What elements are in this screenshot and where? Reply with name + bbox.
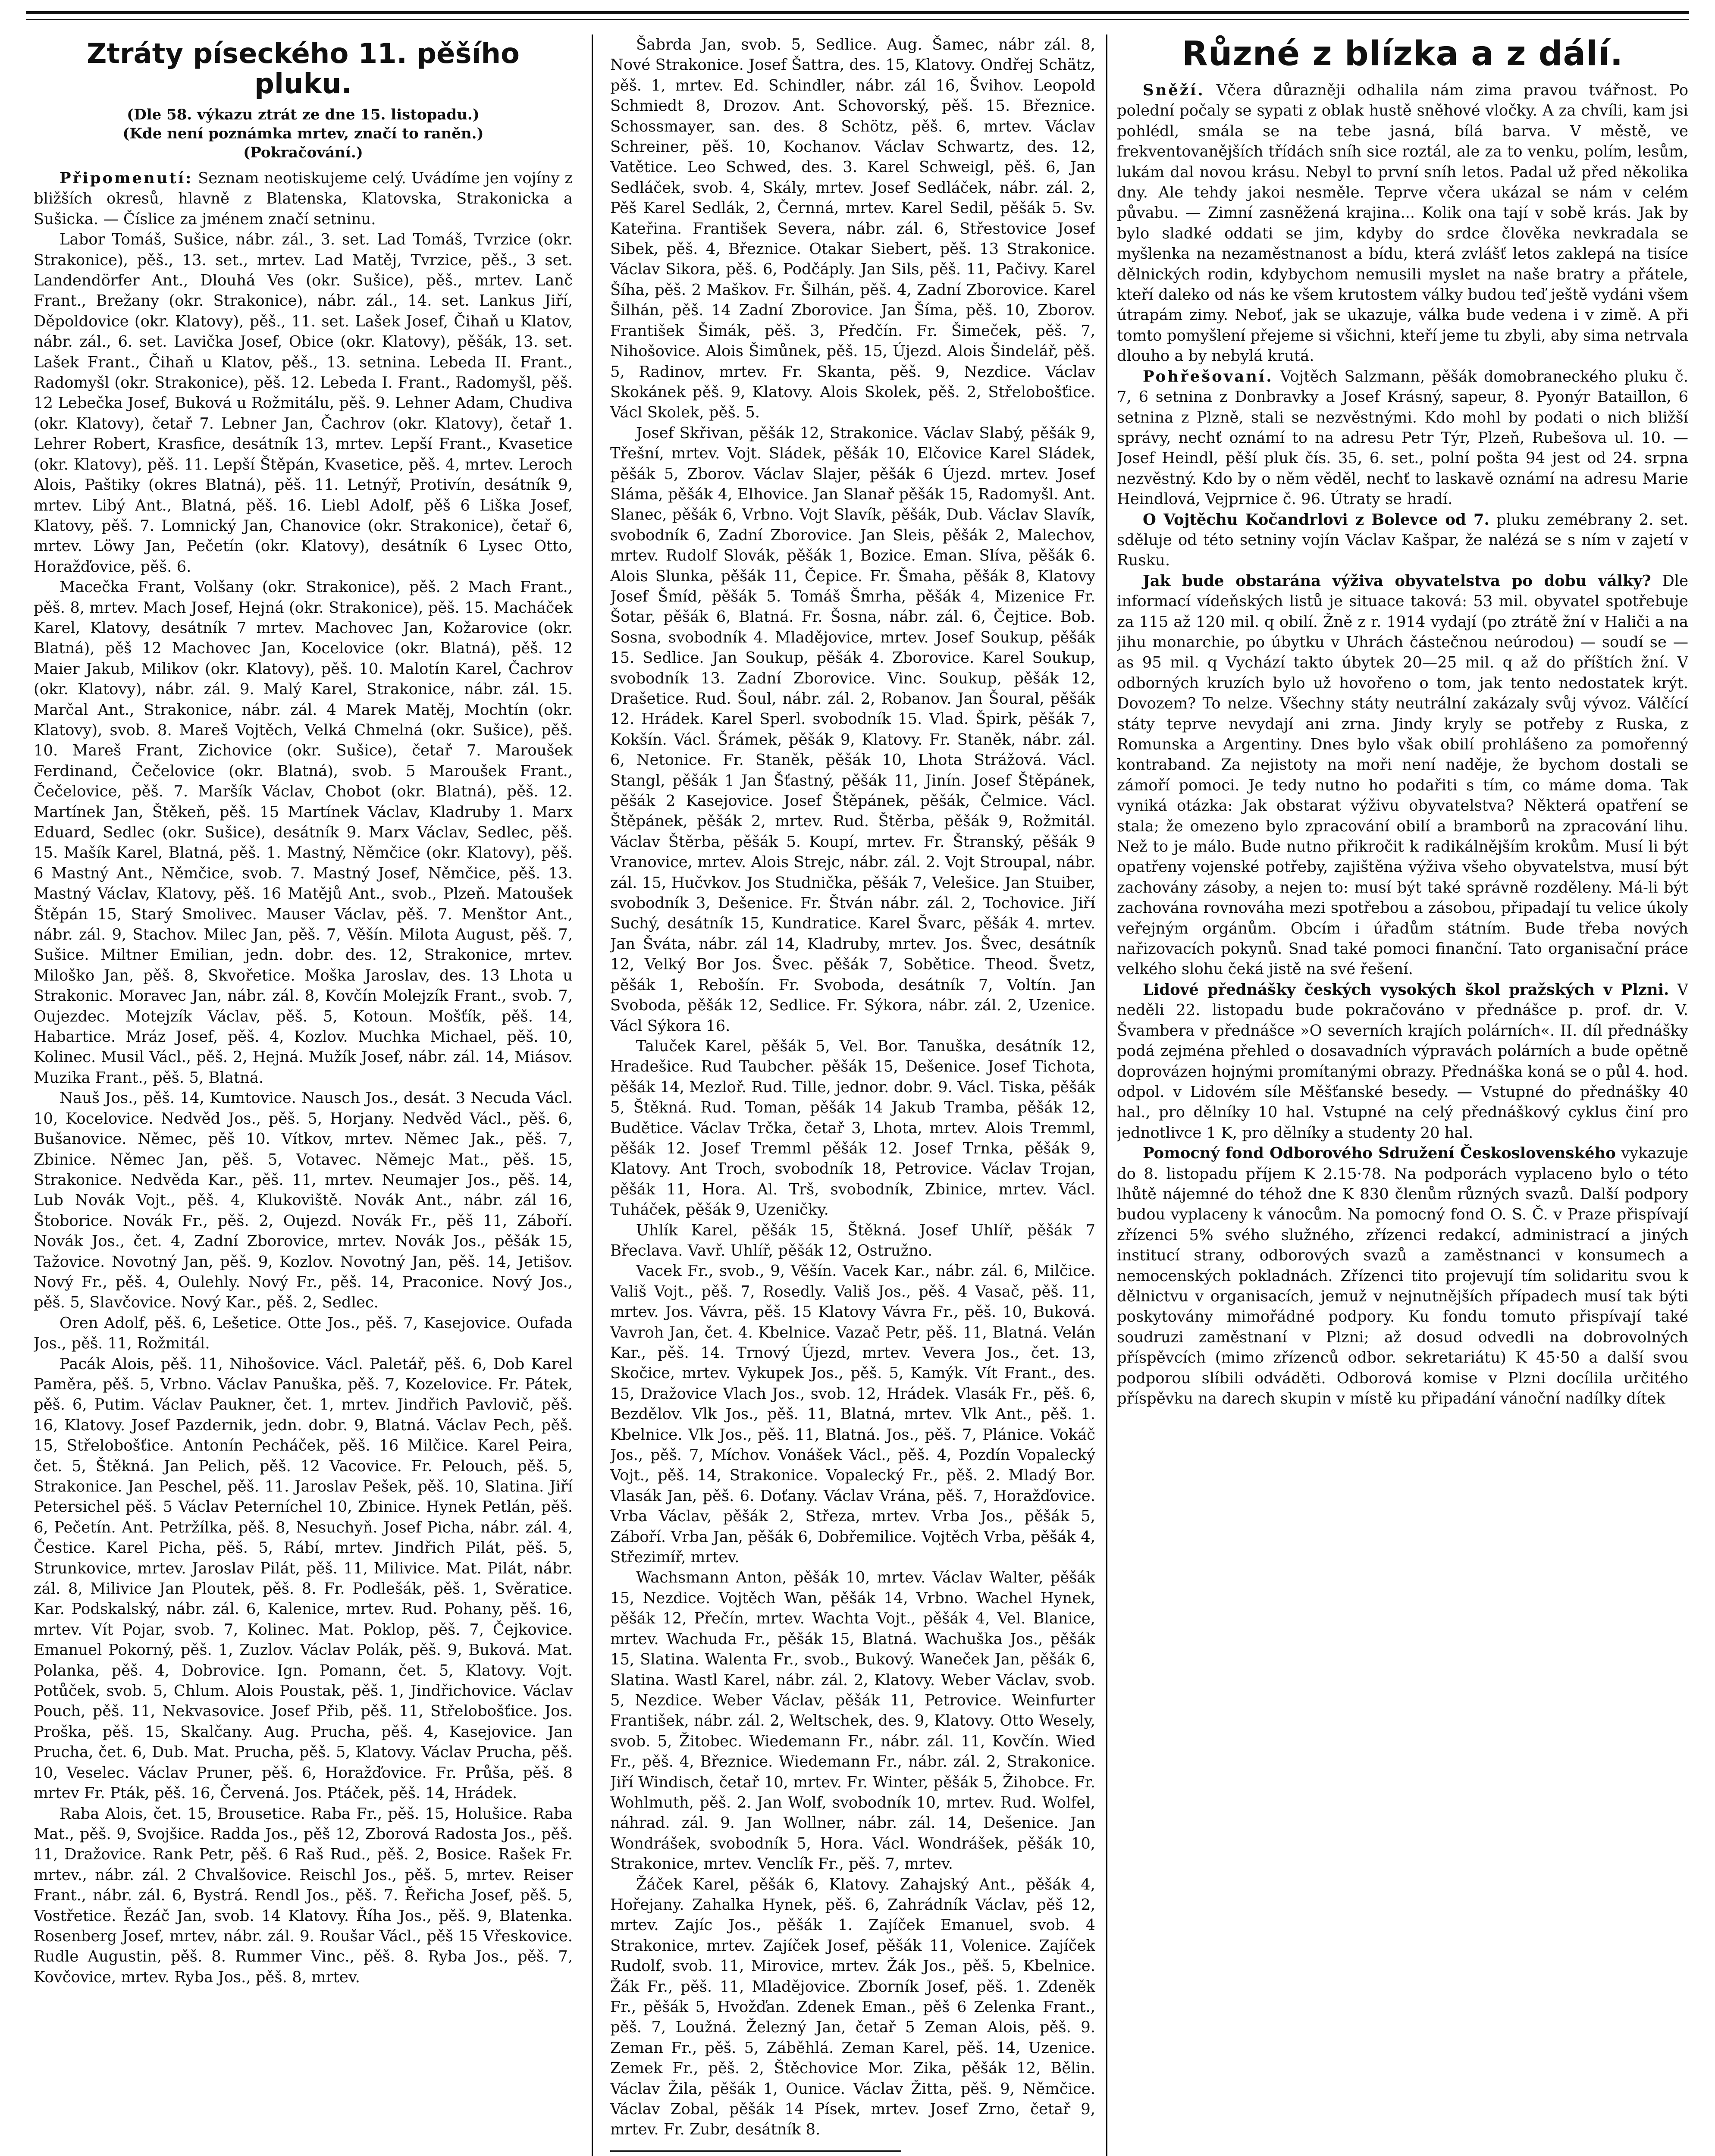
casualties-heading: Ztráty píseckého 11. pěšího pluku. xyxy=(86,38,520,100)
news-heading: Různé z blízka a z dálí. xyxy=(1182,34,1624,73)
casualty-list-t: Taluček Karel, pěšák 5, Vel. Bor. Tanuška, desátník 12, Hradešice. Rud Taubcher. pěšák 15, Dešenice. Josef Tichota, pěšák 14, Mezloř. Rud. Tille, jednor. dobr. 9. Václ. Tiska, pěšák 5, Štěkná. Rud. Toman, pěšák 14 Jakub Tramba, pěšák 12, Budětice. Václav Trčka, četař 3, Lhota, mrtev. Alois Tremml, pěšák 12. Josef Tremml pěšák 12. Josef Trnka, pěšák 9, Klatovy. Ant Troch, svobodník 18, Petrovice. Václav Trojan, pěšák 11, Hora. Al. Trš, svobodník, Zbinice, mrtev. Václ. Tuháček, pěšák 9, Uzeničky. xyxy=(610,1037,1095,1219)
news-missing-title: Pohřešovaní. xyxy=(1143,367,1273,385)
casualty-list-v: Vacek Fr., svob., 9, Věšín. Vacek Kar., nábr. zál. 6, Milčice. Vališ Vojt., pěš. 7, Rosedly. Vališ Jos., pěš. 4 Vasač, pěš. 11, mrtev. Jos. Vávra, pěš. 15 Klatovy Vávra Fr., pěš. 10, Buková. Vavroh Jan, čet. 4. Kbelnice. Vazač Petr, pěš. 11, Blatná. Velán Kar., pěš. 14. Trnový Újezd, mrtev. Vevera Jos., čet. 13, Skočice, mrtev. Vykupek Jos., pěš. 5, Kamýk. Vít Frant., des. 15, Dražovice Vlach Jos., svob. 12, Hrádek. Vlasák Fr., pěš. 6, Bezdělov. Vlk Jos., pěš. 11, Blatná, mrtev. Vlk Ant., pěš. 1. Kbelnice. Vlk Jos., pěš. 11, Blatná. Jos., pěš. 7, Plánice. Vokáč Jos., pěš. 7, Míchov. Vonášek Václ., pěš. 4, Pozdín Vopalecký Vojt., pěš. 14, Strakonice. Vopalecký Fr., pěš. 2. Mladý Bor. Vlasák Jan, pěš. 6. Doťany. Václav Vrána, pěš. 7, Horažďovice. Vrba Václav, pěšák 2, Střeza, mrtev. Vrba Jos., pěšák 5, Záboří. Vrba Jan, pěšák 6, Dobřemilice. Vojtěch Vrba, pěšák 4, Střezimíř, mrtev. xyxy=(610,1262,1095,1567)
column-casualties-2 xyxy=(610,34,1095,2156)
casualty-list-u: Uhlík Karel, pěšák 15, Štěkná. Josef Uhlíř, pěšák 7 Břeclava. Vavř. Uhlíř, pěšák 12, Ostružno. xyxy=(610,1221,1095,1260)
news-nutrition-text: Dle informací vídeňských listů je situace taková: 53 mil. obyvatel spotřebuje za 115 až 120 mil. q obilí. Žně z r. 1914 vydají (po ztrátě žní v Haliči a na jihu monarchie, po úbytku v Uhrách částečnou neúrodou) — soudí se — as 95 mil. q Vychází takto úbytek 20—25 mil. q až do příštích žní. V odborných kruzích bylo už hovořeno o tom, jak tento nedostatek krýt. Dovozem? To nelze. Všechny státy neutrální zakázaly svůj vývoz. Válčící státy teprve nevydají ani zrna. Jindy kryly se potřeby z Ruska, z Romunska a Argentiny. Dnes bylo však obilí prohlášeno za pomořenný kontraband. Za nejistoty na moři není naděje, že bychom dostali se zámoří pomoci. Je tedy nutno ho podařiti s tím, co máme doma. Tak vyniká otázka: Jak obstarat výživu obyvatelstva? Některá opatření se stala; že omezeno bylo zpracování obilí a bramborů na zpracování lihu. Než to je málo. Bude nutno přikročit k radikálnějším krokům. Musí li být opatřeny vojenské potřeby, zajištěna výživa všeho obyvatelstva, musí být zachovány zásoby, a nejen to: musí být také správně rozděleny. Má-li být zachována rovnováha mezi spotřebou a zásobou, připadají tu velice úkoly veřejným orgánům. Obcím i úřadům státním. Bude třeba nových nařizovacích pokynů. Snad také pomoci finanční. Tato organisační práce velkého slohu čeká jistě na své řešení. xyxy=(1117,572,1688,978)
casualties-note-legend: (Kde není poznámka mrtev, značí to raněn.) xyxy=(122,125,484,142)
casualty-list-p: Pacák Alois, pěš. 11, Nihošovice. Václ. Paletář, pěš. 6, Dob Karel Paměra, pěš. 5, Vrbno. Václav Panuška, pěš. 7, Kozelovice. Fr. Pátek, pěš. 6, Putim. Václav Paukner, čet. 1, mrtev. Jindřich Pavlovič, pěš. 16, Klatovy. Josef Pazdernik, jedn. dobr. 9, Blatná. Václav Pech, pěš. 15, Střelobošťice. Antonín Pecháček, pěš. 16 Milčice. Karel Peira, čet. 5, Štěkná. Jan Pelich, pěš. 12 Vacovice. Fr. Pelouch, pěš. 5, Strakonice. Jan Peschel, pěš. 11. Jaroslav Pešek, pěš. 10, Slatina. Jiří Petersichel pěš. 5 Václav Peterníchel 10, Zbinice. Hynek Petlán, pěš. 6, Pečetín. Ant. Petržílka, pěš. 8, Nesuchyň. Josef Picha, nábr. zál. 4, Čestice. Karel Picha, pěš. 5, Rábí, mrtev. Jindřich Pilát, pěš. 5, Strunkovice, mrtev. Jaroslav Pilát, pěš. 11, Milivice. Mat. Pilát, nábr. zál. 8, Milivice Jan Ploutek, pěš. 8. Fr. Podlešák, pěš. 1, Svěratice. Kar. Podskalský, nábr. zál. 6, Kalenice, mrtev. Rud. Pohany, pěš. 16, mrtev. Vít Pojar, svob. 7, Kolinec. Mat. Poklop, pěš. 7, Čejkovice. Emanuel Pokorný, pěš. 1, Zuzlov. Václav Polák, pěš. 9, Buková. Mat. Polanka, pěš. 4, Dobrovice. Ign. Pomann, čet. 5, Klatovy. Vojt. Potůček, svob. 5, Chlum. Alois Poustak, pěš. 1, Jindřichovice. Václav Pouch, pěš. 11, Nekvasovice. Josef Přib, pěš. 11, Střelobošťice. Jos. Proška, pěš. 15, Skalčany. Aug. Prucha, pěš. 4, Kasejovice. Jan Prucha, čet. 6, Dub. Mat. Prucha, pěš. 5, Klatovy. Václav Prucha, pěš. 10, Veselec. Václav Pruner, pěš. 6, Horažďovice. Fr. Průša, pěš. 8 mrtev Fr. Pták, pěš. 16, Červená. Jos. Ptáček, pěš. 14, Hrádek. xyxy=(34,1355,573,1802)
reminder-paragraph xyxy=(34,168,573,229)
casualty-list-o: Oren Adolf, pěš. 6, Lešetice. Otte Jos., pěš. 7, Kasejovice. Oufada Jos., pěš. 11, Rožmitál. xyxy=(34,1314,573,1353)
news-lectures xyxy=(1117,980,1688,1143)
news-nutrition xyxy=(1117,571,1688,980)
news-fund-text: vykazuje do 8. listopadu příjem K 2.15·78. Na podporách vyplaceno bylo o této lhůtě nájemné do téhož dne K 830 členům různých svazů. Další podpory budou vyplaceny k vánocům. Na pomocný fond O. S. Č. v Praze přispívají zřízenci 5% svého služného, zřízenci redakcí, administrací a jiných institucí strany, odborových svazů a zaměstnanci v konsumech a nemocenských pokladnách. Zřízenci tito projevují tím solidaritu svou k dělnictvu v organisacích, jemuž v nejnutnějších případech musí tak býti poskytovány mimořádné podpory. Ku fondu tomuto přispívají také soudruzi zaměstnaní v Plzni; až dosud odvedli na dobrovolných příspěvcích (mimo zřízenců odbor. sekretariátu) K 45·50 a další svou podporou slíbili odváděti. Odborová komise v Plzni docílila určitého příspěvku na darech skupin v místě ku připadání vánoční nadílky dítek xyxy=(1117,1144,1688,1407)
casualties-note-continued: (Pokračování.) xyxy=(243,144,363,161)
news-snow-text: Včera důrazněji odhalila nám zima pravou tvářnost. Po polední počaly se sypati z oblak hustě sněhové vločky. A za chvíli, kam jsi pohlédl, smála se na tebe jasná, bílá barva. V městě, ve frekventovanějších třídách sníh sice roztál, ale za to venku, polím, lesům, lukám dal novou krásu. Nebyl to první sníh letos. Padal už před několika dny. Ale tehdy jakoi nesměle. Teprve včera ukázal se nám v celém půvabu. — Zimní zasněžená krajina... Kolik ona tají v sobě krás. Jak by bylo sladké oddati se jim, kdyby do srdce člověka nevkradala se myšlenka na nezaměstnanost a bídu, která zvlášť letos zaklepá na tisíce dělnických rodin, kdybychom nemusili myslet na naše bratry a přátele, kteří daleko od nás ke všem krutostem války budou teď ještě vydáni všem útrapám zimy. Neboť, jak se ukazuje, válka bude vedena i v zimě. A při tomto pomyšlení přejeme si všichni, kteří jeme tu zbyli, aby sima netrvala dlouho a by nebylá krutá. xyxy=(1117,81,1688,365)
news-missing xyxy=(1117,367,1688,510)
top-rule xyxy=(26,11,1689,14)
news-nutrition-title: Jak bude obstarána výživa obyvatelstva po dobu války? xyxy=(1143,572,1651,590)
top-rule-thin xyxy=(26,19,1689,20)
news-lectures-text: V neděli 22. listopadu bude pokračováno v přednášce p. prof. dr. V. Švambera v přednášce »O severních krajích polárních«. II. díl přednášky podá zejména přehled o dosavadních výpravách polárních a bude opětně doprovázen hojnými promítanými obrazy. Přednáška koná se o půl 4. hod. odpol. v Lidovém síle Měšťanské besedy. — Vstupné do přednášky 40 hal., pro dělníky 10 hal. Vstupné na celý přednáškový cyklus činí pro jednotlivce 1 K, pro dělníky a studenty 20 hal. xyxy=(1117,981,1688,1142)
news-lectures-title: Lidové přednášky českých vysokých škol pražských v Plzni. xyxy=(1143,981,1669,999)
news-vojtech xyxy=(1117,510,1688,571)
news-vojtech-text: pluku zemébrany 2. set. sděluje od této setniny vojín Václav Kašpar, že nalézá se s ním v zajetí v Rusku. xyxy=(1117,511,1688,570)
news-fund xyxy=(1117,1143,1688,1409)
casualty-list-z: Žáček Karel, pěšák 6, Klatovy. Zahajský Ant., pěšák 4, Hořejany. Zahalka Hynek, pěš. 6, Zahrádník Václav, pěš 12, mrtev. Zajíc Jos., pěšák 1. Zajíček Emanuel, svob. 4 Strakonice, mrtev. Zajíček Josef, pěšák 11, Volenice. Zajíček Rudolf, svob. 11, Mirovice, mrtev. Žák Jos., pěš. 5, Kbelnice. Žák Fr., pěš. 11, Mladějovice. Zborník Josef, pěš. 1. Zdeněk Fr., pěšák 5, Hvožďan. Zdenek Eman., pěš 6 Zelenka Frant., pěš. 7, Loužná. Železný Jan, četař 5 Zeman Alois, pěš. 9. Zeman Fr., pěš. 5, Záběhlá. Zeman Karel, pěš. 14, Uzenice. Zemek Fr., pěš. 2, Štěchovice Mor. Zika, pěšák 12, Bělin. Václav Žila, pěšák 1, Ounice. Václav Žitta, pěš. 9, Němčice. Václav Zobal, pěšák 14 Písek, mrtev. Josef Zrno, četař 9, mrtev. Fr. Zubr, desátník 8. xyxy=(610,1875,1095,2139)
news-vojtech-title: O Vojtěchu Kočandrlovi z Bolevce od 7. xyxy=(1143,511,1489,529)
news-missing-text: Vojtěch Salzmann, pěšák domobraneckého pluku č. 7, 6 setnina z Donbravky a Josef Krásný, sapeur, 8. Pyonýr Bataillon, 6 setnina z Plzně, stali se nezvěstnými. Kdo mohl by podati o nich bližší správy, nechť oznámí to na adresu Petr Týr, Plzeň, Rubešova ul. 10. — Josef Heindl, pěší pluk čís. 35, 6. set., polní pošta 94 jest od 24. srpna nezvěstný. Kdo by o něm věděl, nechť to laskavě oznámí na adresu Marie Heindlová, Vejprnice č. 96. Útraty se hradí. xyxy=(1117,367,1688,508)
casualties-note-source: (Dle 58. výkazu ztrát ze dne 15. listopadu.) xyxy=(127,106,480,123)
section-divider xyxy=(610,2150,901,2152)
casualty-list-s2: Josef Skřivan, pěšák 12, Strakonice. Václav Slabý, pěšák 9, Třešní, mrtev. Vojt. Sládek, pěšák 10, Elčovice Karel Sládek, pěšák 5, Zborov. Václav Slajer, pěšák 6 Újezd. mrtev. Josef Slámа, pěšák 4, Elhovice. Jan Slanař pěšák 15, Radomyšl. Ant. Slanec, pěšák 6, Vrbno. Vojt Slavík, pěšák, Dub. Václav Slavík, svobodník 6, Zadní Zborovice. Jan Sleis, pěšák 2, Malechov, mrtev. Rudolf Slovák, pěšák 1, Bozice. Eman. Slíva, pěšák 6. Alois Slunka, pěšák 11, Čepice. Fr. Šmaha, pěšák 8, Klatovy Josef Šmíd, pěšák 5. Tomáš Šmrha, pěšák 4, Mizenice Fr. Šotar, pěšák 6, Blatná. Fr. Šosna, nábr. zál. 6, Čejtice. Bob. Sosna, svobodník 4. Mladějovice, mrtev. Josef Soukup, pěšák 15. Sedlice. Jan Soukup, pěšák 4. Zborovice. Karel Soukup, svobodník 13. Zadní Zborovice. Vinc. Soukup, pěšák 12, Drašetice. Rud. Šoul, nábr. zál. 2, Robanov. Jan Šoural, pěšák 12. Hrádek. Karel Sperl. svobodník 15. Vlad. Špirk, pěšák 7, Kokšín. Václ. Šrámek, pěšák 9, Klatovy. Fr. Staněk, nábr. zál. 6, Netonice. Fr. Staněk, pěšák 10, Lhota Strážová. Václ. Stangl, pěšák 1 Jan Šťastný, pěšák 11, Jinín. Josef Štěpánek, pěšák 2 Kasejovice. Josef Štěpánek, pěšák, Čelmice. Václ. Štěpánek, pěšák 2, mrtev. Rud. Štěrba, pěšák 9, Rožmitál. Václav Štěrba, pěšák 5. Koupí, mrtev. Fr. Štranský, pěšák 9 Vranovice, mrtev. Alois Strejc, nábr. zál. 2. Vojt Stroupal, nábr. zál. 15, Hučvkov. Jos Studnička, pěšák 7, Velešice. Jan Stuiber, svobodník 3, Dešenice. Fr. Štván nábr. zál. 2, Tochovice. Jiří Suchý, desátník 15, Kundratice. Karel Švarc, pěšák 4. mrtev. Jan Šváta, nábr. zál 14, Kladruby, mrtev. Jos. Švec, desátník 12, Velký Bor Jos. Švec. pěšák 7, Sobětice. Theod. Švetz, pěšák 1, Rebošín. Fr. Svoboda, desátník 7, Voltín. Jan Svoboda, pěšák 12, Sedlice. Fr. Sýkora, nábr. zál. 2, Uzenice. Václ Sýkora 16. xyxy=(610,424,1095,1035)
casualty-list-n: Nauš Jos., pěš. 14, Kumtovice. Nausch Jos., desát. 3 Necuda Václ. 10, Kocelovice. Nedvěd Jos., pěš. 5, Horjany. Nedvěd Václ., pěš. 6, Bušanovice. Němec, pěš 10. Vítkov, mrtev. Němec Jak., pěš. 7, Zbinice. Němec Jan, pěš. 5, Votavec. Němejc Mat., pěš. 15, Strakonice. Nedvěda Kar., pěš. 11, mrtev. Neumajer Jos., pěš. 14, Lub Novák Vojt., pěš. 4, Klukoviště. Novák Ant., nábr. zál 16, Štoborice. Novák Fr., pěš. 2, Oujezd. Novák Fr., pěš 11, Záboří. Novák Jos., čet. 4, Zadní Zborovice, mrtev. Novák Jos., pěšák 15, Tažovice. Novotný Jan, pěš. 9, Kozlov. Novotný Jan, pěš. 14, Jetišov. Nový Fr., pěš. 4, Oulehly. Nový Fr., pěš. 14, Praconice. Nový Jos., pěš. 5, Slavčovice. Nový Kar., pěš. 2, Sedlec. xyxy=(34,1089,573,1312)
reminder-label: Připomenutí: xyxy=(60,169,193,187)
news-snow-title: Sněží. xyxy=(1143,81,1205,99)
column-news xyxy=(1117,34,1688,2156)
reminder-text: Seznam neotiskujeme celý. Uvádíme jen vojíny z bližších okresů, hlavně z Blatenska, Klatovska, Strakonicka a Sušicka. — Číslice za jménem značí setninu. xyxy=(34,169,573,228)
column-divider-2 xyxy=(1106,34,1107,2156)
casualty-list-l: Labor Tomáš, Sušice, nábr. zál., 3. set. Lad Tomáš, Tvrzice (okr. Strakonice), pěš., 13. set., mrtev. Lad Matěj, Tvrzice, pěš., 3 set. Landendörfer Ant., Dlouhá Ves (okr. Sušice), pěš., mrtev. Lanč Frant., Brežany (okr. Strakonice), nábr. zál., 14. set. Lankus Jiří, Děpoldovice (okr. Klatovy), pěš., 11. set. Lašek Josef, Čihaň u Klatov, nábr. zál., 6. set. Lavička Josef, Obice (okr. Klatovy), pěšák, 13. set. Lašek Frant., Čihaň u Klatov, pěš., 13. setnina. Lebeda II. Frant., Radomyšl (okr. Strakonice), pěš. 12. Lebeda I. Frant., Radomyšl, pěš. 12 Lebečka Josef, Buková u Rožmitálu, pěš. 9. Lehner Adam, Chudiva (okr. Klatovy), četař 7. Lebner Jan, Čachrov (okr. Klatovy), četař 1. Lehrer Robert, Krasfice, desátník 13, mrtev. Lepší Frant., Kvasetice (okr. Klatovy), pěš. 11. Lepší Štěpán, Kvasetice, pěš. 4, mrtev. Leroch Alois, Paštiky (okres Blatná), pěš. 11. Letnýř, Protivín, desátník 9, mrtev. Libý Ant., Blatná, pěš. 16. Liebl Adolf, pěš 6 Liška Josef, Klatovy, pěš. 7. Lomnický Jan, Chanovice (okr. Strakonice), četař 6, mrtev. Löwy Jan, Pečetín (okr. Klatovy), desátník 6 Lysec Otto, Horažďovice, pěš. 6. xyxy=(34,231,573,576)
news-snow xyxy=(1117,80,1688,367)
casualty-list-w: Wachsmann Anton, pěšák 10, mrtev. Václav Walter, pěšák 15, Nezdice. Vojtěch Wan, pěšák 14, Vrbno. Wachel Hynek, pěšák 12, Přečín, mrtev. Wachta Vojt., pěšák 4, Vel. Blanice, mrtev. Wachuda Fr., pěšák 15, Blatná. Wachuška Jos., pěšák 15, Slatina. Walenta Fr., svob., Bukový. Waneček Jan, pěšák 6, Slatina. Wastl Karel, nábr. zál. 2, Klatovy. Weber Václav, svob. 5, Nezdice. Weber Václav, pěšák 11, Petrovice. Weinfurter František, nábr. zál. 2, Weltschek, des. 9, Klatovy. Otto Wesely, svob. 5, Žitobec. Wiedemann Fr., nábr. zál. 11, Kovčín. Wied Fr., pěš. 4, Březnice. Wiedemann Fr., nábr. zál. 2, Strakonice. Jiří Windisch, četař 10, mrtev. Fr. Winter, pěšák 5, Žihobce. Fr. Wohlmuth, pěš. 2. Jan Wolf, svobodník 10, mrtev. Rud. Wolfel, náhrad. zál. 9. Jan Wollner, nábr. zál. 14, Dešenice. Jan Wondrášek, svobodník 5, Hora. Václ. Wondrášek, pěšák 10, Strakonice, mrtev. Venclík Fr., pěš. 7, mrtev. xyxy=(610,1569,1095,1873)
casualty-list-s: Šabrda Jan, svob. 5, Sedlice. Aug. Šamec, nábr zál. 8, Nové Strakonice. Josef Šattra, des. 15, Klatovy. Ondřej Schätz, pěš. 1, mrtev. Ed. Schindler, nábr. zál 16, Švihov. Leopold Schmiedt 8, Drozov. Ant. Schovorský, pěš. 15. Březnice. Schossmayer, san. des. 8 Schötz, pěš. 6, mrtev. Václav Schreiner, pěš. 10, Kochanov. Václav Schwartz, des. 12, Vatětice. Leo Schwed, des. 3. Karel Schweigl, pěš. 6, Jan Sedláček, svob. 4, Skály, mrtev. Josef Sedláček, nábr. zál. 2, Pěš Karel Sedlák, 2, Černná, mrtev. Karel Sedil, pěšák 5. Sv. Kateřina. František Severa, nábr. zál. 6, Střestovice Josef Sibek, pěš. 4, Březnice. Otakar Siebert, pěš. 13 Strakonice. Václav Sikora, pěš. 6, Podčáply. Jan Sils, pěš. 11, Pačivy. Karel Šíha, pěš. 2 Maškov. Fr. Šilhán, pěš. 4, Zadní Zborovice. Karel Šilhán, pěš. 14 Zadní Zborovice. Jan Šíma, pěš. 10, Zborov. František Šimák, pěš. 3, Předčín. Fr. Šimeček, pěš. 7, Nihošovice. Alois Šimůnek, pěš. 15, Újezd. Alois Šindelář, pěš. 5, Radinov, mrtev. Fr. Skanta, pěš. 9, Nezdice. Václav Skokánek pěš. 9, Klatovy. Alois Skolek, pěš. 2, Střelobošťice. Václ Skolek, pěš. 5. xyxy=(610,36,1095,422)
column-casualties-1 xyxy=(34,34,573,2156)
column-divider-1 xyxy=(592,34,593,2156)
casualty-list-r: Raba Alois, čet. 15, Brousetice. Raba Fr., pěš. 15, Holušice. Raba Mat., pěš. 9, Svojšice. Radda Jos., pěš 12, Zborová Radosta Jos., pěš. 11, Dražovice. Rank Petr, pěš. 6 Raš Rud., pěš. 2, Bosice. Rašek Fr. mrtev., nábr. zál. 2 Chvalšovice. Reischl Jos., pěš. 5, mrtev. Reiser Frant., nábr. zál. 6, Bystrá. Rendl Jos., pěš. 7. Řeřicha Josef, pěš. 5, Vostřetice. Řezáč Jan, svob. 14 Klatovy. Říha Jos., pěš. 9, Blatenka. Rosenberg Josef, mrtev, nábr. zál. 9. Roušar Václ., pěš 15 Vřeskovice. Rudle Augustin, pěš. 8. Rummer Vinc., pěš. 8. Ryba Jos., pěš. 7, Kovčovice, mrtev. Ryba Jos., pěš. 8, mrtev. xyxy=(34,1805,573,1986)
news-fund-title: Pomocný fond Odborového Sdružení Československého xyxy=(1143,1144,1616,1163)
casualty-list-m: Macečka Frant, Volšany (okr. Strakonice), pěš. 2 Mach Frant., pěš. 8, mrtev. Mach Josef, Hejná (okr. Strakonice), pěš. 15. Macháček Karel, Klatovy, desátník 7 mrtev. Machovec Jan, Kožarovice (okr. Blatná), pěš 12 Machovec Jan, Kocelovice (okr. Blatná), pěš. 12 Maier Jakub, Milikov (okr. Klatovy), pěš. 10. Malotín Karel, Čachrov (okr. Klatovy), nábr. zál. 9. Malý Karel, Strakonice, nábr. zál. 15. Marčal Ant., Strakonice, nábr. zál. 4 Marek Matěj, Mochtín (okr. Klatovy), svob. 8. Mareš Vojtěch, Velká Chmelná (okr. Sušice), pěš. 10. Mareš Frant, Zichovice (okr. Sušice), četař 7. Maroušek Ferdinand, Čečelovice (okr. Blatná), svob. 5 Maroušek Frant., Čečelovice, pěš. 7. Maršík Václav, Chobot (okr. Blatná), pěš. 12. Martínek Jan, Štěkeň, pěš. 15 Martínek Václav, Kladruby 1. Marx Eduard, Sedlec (okr. Sušice), desátník 9. Marx Václav, Sedlec, pěš. 15. Mašík Karel, Blatná, pěš. 1. Mastný, Němčice (okr. Klatovy), pěš. 6 Mastný Ant., Němčice, svob. 7. Mastný Josef, Němčice, pěš. 13. Mastný Václav, Klatovy, pěš. 16 Matějů Ant., svob., Plzeň. Matoušek Štěpán 15, Starý Smolivec. Mauser Václav, pěš. 7. Menštor Ant., nábr. zál. 9, Stachov. Milec Jan, pěš. 7, Věšín. Milota August, pěš. 7, Sušice. Miltner Emilian, jedn. dobr. des. 12, Strakonice, mrtev. Miloško Jan, pěš. 8, Skvořetice. Moška Jaroslav, des. 13 Lhota u Strakonic. Moravec Jan, nábr. zál. 8, Kovčín Molejzík Frant., svob. 7, Oujezdec. Motejzík Václav, pěš. 5, Kotoun. Mošťík, pěš. 14, Habartice. Mráz Josef, pěš. 4, Kozlov. Muchka Michael, pěš. 10, Kolinec. Musil Václ., pěš. 2, Hejná. Mužík Josef, nábr. zál. 14, Miásov. Muzika Frant., pěš. 5, Blatná. xyxy=(34,578,573,1087)
